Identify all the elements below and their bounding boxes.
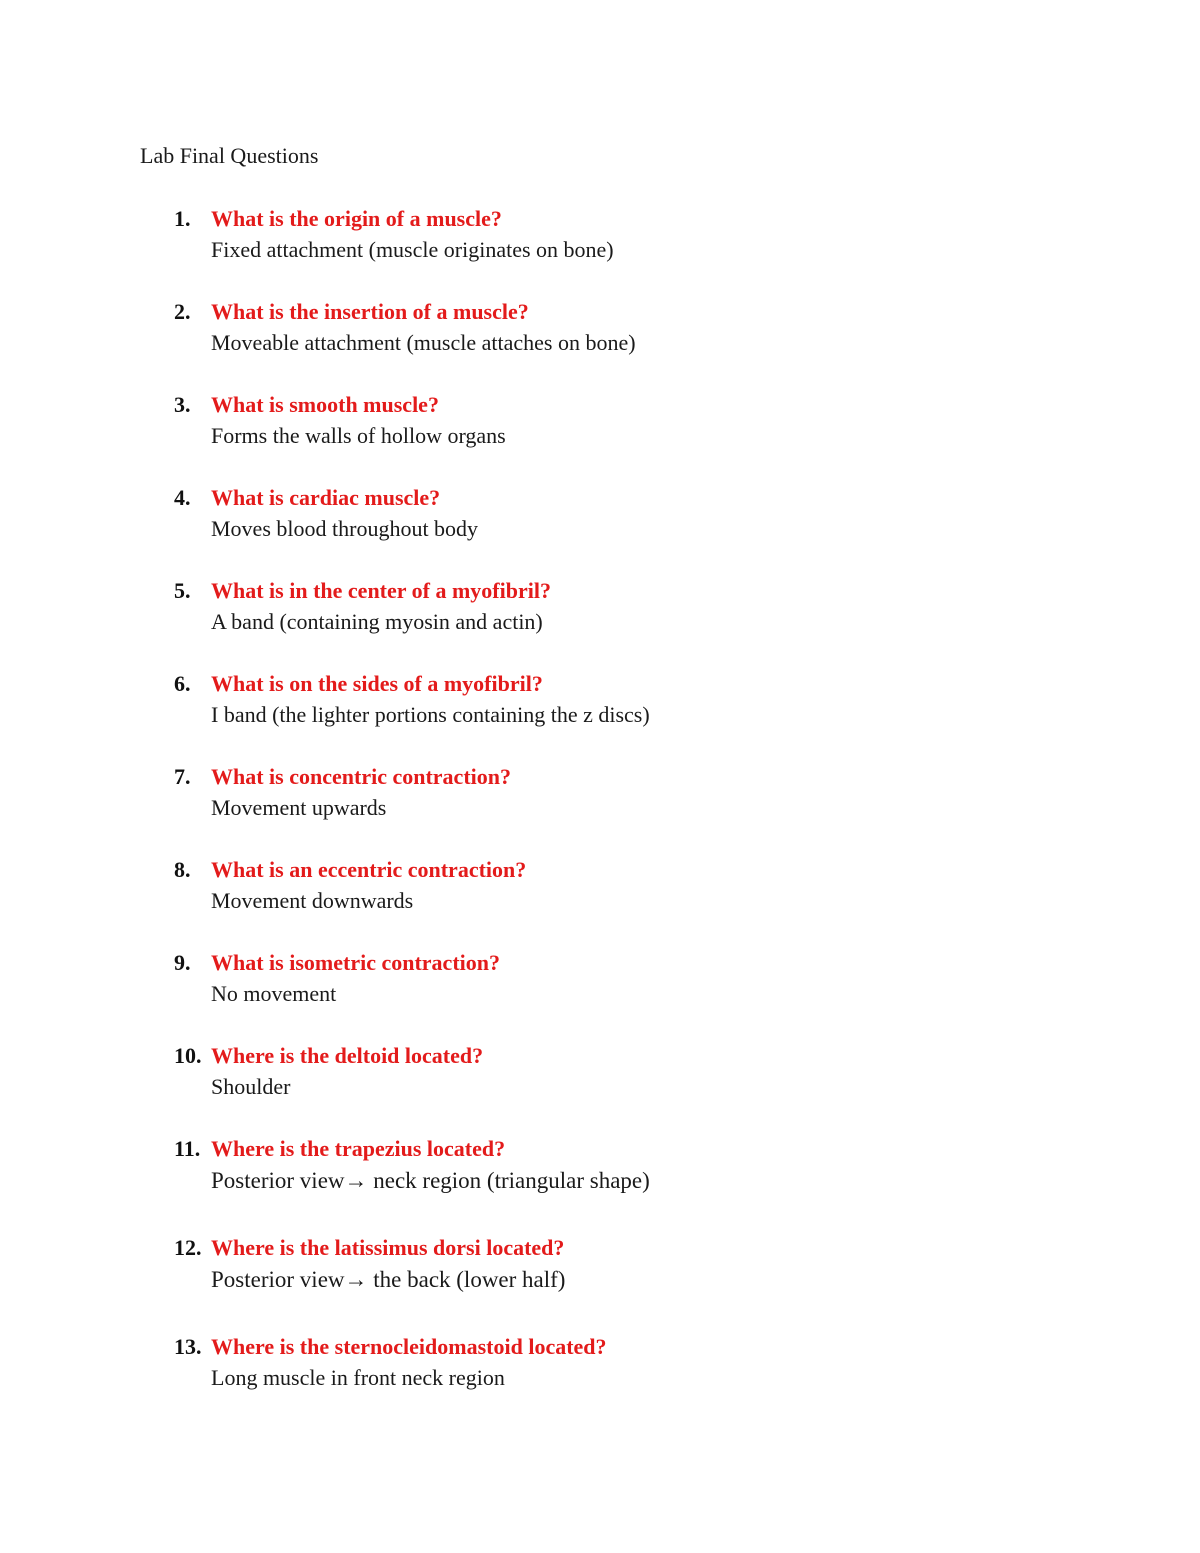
- question-item-12: [140, 1232, 1040, 1331]
- answer-text: Moves blood throughout body: [211, 516, 479, 541]
- question-number: 4.: [174, 485, 191, 510]
- question-text: What is the insertion of a muscle?: [211, 299, 529, 324]
- question-text: What is an eccentric contraction?: [211, 857, 527, 882]
- answer-text: Shoulder: [211, 1074, 291, 1099]
- answer-text: Long muscle in front neck region: [211, 1365, 505, 1390]
- question-item-10: [140, 1040, 1040, 1133]
- question-text: What is on the sides of a myofibril?: [211, 671, 543, 696]
- question-number: 10.: [174, 1043, 202, 1068]
- question-item-13: [140, 1331, 1040, 1424]
- question-number: 3.: [174, 392, 191, 417]
- question-text: Where is the trapezius located?: [211, 1136, 506, 1161]
- answer-text: Movement upwards: [211, 795, 387, 820]
- answer-text: No movement: [211, 981, 337, 1006]
- answer-text: Posterior view→ neck region (triangular shape): [211, 1168, 650, 1193]
- document-title: Lab Final Questions: [140, 143, 319, 168]
- question-text: What is isometric contraction?: [211, 950, 500, 975]
- question-item-1: [140, 203, 1040, 296]
- answer-text: Forms the walls of hollow organs: [211, 423, 506, 448]
- answer-text: Posterior view→ the back (lower half): [211, 1267, 566, 1292]
- answer-text: Moveable attachment (muscle attaches on bone): [211, 330, 636, 355]
- question-item-7: [140, 761, 1040, 854]
- question-item-3: [140, 389, 1040, 482]
- question-number: 13.: [174, 1334, 202, 1359]
- question-number: 12.: [174, 1235, 202, 1260]
- question-text: Where is the latissimus dorsi located?: [211, 1235, 565, 1260]
- question-text: What is smooth muscle?: [211, 392, 439, 417]
- question-list: [140, 203, 1040, 1424]
- answer-text: Movement downwards: [211, 888, 414, 913]
- question-number: 7.: [174, 764, 191, 789]
- question-item-5: [140, 575, 1040, 668]
- question-number: 9.: [174, 950, 191, 975]
- question-text: Where is the sternocleidomastoid located?: [211, 1334, 607, 1359]
- question-number: 11.: [174, 1136, 201, 1161]
- answer-text: Fixed attachment (muscle originates on bone): [211, 237, 614, 262]
- question-item-8: [140, 854, 1040, 947]
- question-item-2: [140, 296, 1040, 389]
- answer-text: A band (containing myosin and actin): [211, 609, 543, 634]
- question-number: 8.: [174, 857, 191, 882]
- answer-text: I band (the lighter portions containing the z discs): [211, 702, 650, 727]
- question-number: 1.: [174, 206, 191, 231]
- question-text: Where is the deltoid located?: [211, 1043, 484, 1068]
- question-item-4: [140, 482, 1040, 575]
- question-number: 6.: [174, 671, 191, 696]
- question-number: 5.: [174, 578, 191, 603]
- question-text: What is in the center of a myofibril?: [211, 578, 551, 603]
- question-item-11: [140, 1133, 1040, 1232]
- question-text: What is concentric contraction?: [211, 764, 511, 789]
- question-item-6: [140, 668, 1040, 761]
- question-text: What is cardiac muscle?: [211, 485, 441, 510]
- question-text: What is the origin of a muscle?: [211, 206, 502, 231]
- question-item-9: [140, 947, 1040, 1040]
- question-number: 2.: [174, 299, 191, 324]
